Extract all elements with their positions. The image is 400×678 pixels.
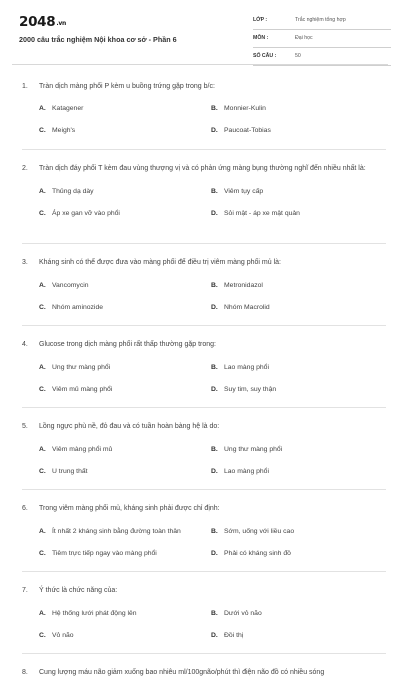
answer-text: Lao màng phổi xyxy=(224,364,269,371)
answer-option-d[interactable] xyxy=(211,384,386,395)
answer-text: Nhóm aminozide xyxy=(52,304,103,311)
answer-option-a[interactable] xyxy=(39,608,211,619)
answer-letter: C. xyxy=(39,386,46,393)
answer-text: Ít nhất 2 kháng sinh bằng đường toàn thân xyxy=(52,528,181,535)
question-prompt: Lồng ngực phù nề, đỏ đau và có tuần hoàn bàng hệ là do: xyxy=(39,423,220,430)
answer-text: Phải có kháng sinh đồ xyxy=(224,550,291,557)
answer-option-b[interactable] xyxy=(211,444,386,455)
question-2 xyxy=(22,161,386,244)
question-number: 6. xyxy=(22,505,28,512)
answer-letter: C. xyxy=(39,632,46,639)
answer-text: Hệ thống lưới phát động lên xyxy=(52,610,137,617)
meta-row-count xyxy=(253,49,391,66)
answer-text: Suy tim, suy thận xyxy=(224,386,277,393)
answer-letter: C. xyxy=(39,210,46,217)
meta-value: 50 xyxy=(295,53,301,59)
answer-text: Metronidazol xyxy=(224,282,263,289)
document-header xyxy=(12,0,388,65)
question-text xyxy=(22,161,386,174)
answer-text: Ung thư màng phổi xyxy=(52,364,111,371)
answer-options xyxy=(39,280,386,313)
question-number: 8. xyxy=(22,669,28,676)
answer-options xyxy=(39,362,386,395)
answer-option-b[interactable] xyxy=(211,103,386,114)
answer-text: Áp xe gan vỡ vào phổi xyxy=(52,210,120,217)
answer-letter: B. xyxy=(211,188,218,195)
answer-letter: B. xyxy=(211,528,218,535)
answer-text: Vỏ não xyxy=(52,632,74,639)
answer-option-a[interactable] xyxy=(39,362,211,373)
question-text xyxy=(22,337,386,350)
answer-text: Lao màng phổi xyxy=(224,468,269,475)
answer-option-c[interactable] xyxy=(39,125,211,136)
answer-letter: C. xyxy=(39,304,46,311)
answer-letter: D. xyxy=(211,550,218,557)
answer-letter: D. xyxy=(211,632,218,639)
question-6 xyxy=(22,501,386,572)
answer-option-c[interactable] xyxy=(39,302,211,313)
answer-text: Sỏi mật - áp xe mật quản xyxy=(224,210,300,217)
answer-option-a[interactable] xyxy=(39,280,211,291)
answer-letter: D. xyxy=(211,386,218,393)
question-text xyxy=(22,583,386,596)
answer-text: Katagener xyxy=(52,105,84,112)
logo-text: 2048 xyxy=(19,14,56,30)
meta-label: MÔN : xyxy=(253,35,269,41)
answer-letter: A. xyxy=(39,282,46,289)
question-prompt: Trong viêm màng phổi mủ, kháng sinh phải được chỉ định: xyxy=(39,505,220,512)
answer-text: Tiêm trực tiếp ngay vào màng phổi xyxy=(52,550,157,557)
answer-options xyxy=(39,444,386,477)
question-number: 1. xyxy=(22,83,28,90)
question-prompt: Ý thức là chức năng của: xyxy=(39,587,118,594)
logo-suffix: .vn xyxy=(56,20,66,27)
answer-letter: D. xyxy=(211,468,218,475)
answer-text: Thủng dạ dày xyxy=(52,188,94,195)
question-4 xyxy=(22,337,386,408)
answer-option-c[interactable] xyxy=(39,466,211,477)
answer-text: Sớm, uống với liều cao xyxy=(224,528,295,535)
answer-letter: C. xyxy=(39,127,46,134)
answer-text: Viêm tụy cấp xyxy=(224,188,264,195)
answer-letter: B. xyxy=(211,446,218,453)
question-number: 7. xyxy=(22,587,28,594)
answer-option-d[interactable] xyxy=(211,466,386,477)
answer-text: Viêm mủ màng phổi xyxy=(52,386,113,393)
meta-label: SỐ CÂU : xyxy=(253,53,277,59)
question-3 xyxy=(22,255,386,326)
answer-option-b[interactable] xyxy=(211,186,386,197)
answer-letter: A. xyxy=(39,105,46,112)
question-text xyxy=(22,255,386,268)
answer-letter: C. xyxy=(39,550,46,557)
answer-option-d[interactable] xyxy=(211,302,386,313)
answer-option-d[interactable] xyxy=(211,208,386,219)
question-number: 3. xyxy=(22,259,28,266)
answer-letter: A. xyxy=(39,188,46,195)
answer-option-b[interactable] xyxy=(211,526,386,537)
answer-option-d[interactable] xyxy=(211,548,386,559)
answer-options xyxy=(39,186,386,219)
answer-letter: A. xyxy=(39,528,46,535)
question-1 xyxy=(22,79,386,150)
answer-letter: B. xyxy=(211,364,218,371)
answer-option-d[interactable] xyxy=(211,125,386,136)
question-prompt: Cung lượng máu não giảm xuống bao nhiêu ml/100gnão/phút thì điện não đồ có nhiều sóng xyxy=(39,669,325,676)
document-meta xyxy=(253,13,391,67)
answer-options xyxy=(39,526,386,559)
answer-letter: A. xyxy=(39,364,46,371)
answer-option-b[interactable] xyxy=(211,362,386,373)
answer-letter: B. xyxy=(211,610,218,617)
question-number: 5. xyxy=(22,423,28,430)
answer-text: Paucoat-Tobias xyxy=(224,127,271,134)
answer-option-a[interactable] xyxy=(39,103,211,114)
question-text xyxy=(22,79,386,92)
answer-option-a[interactable] xyxy=(39,526,211,537)
answer-text: U trung thất xyxy=(52,468,88,475)
answer-letter: C. xyxy=(39,468,46,475)
question-5 xyxy=(22,419,386,490)
meta-label: LỚP : xyxy=(253,17,268,23)
answer-option-c[interactable] xyxy=(39,630,211,641)
question-text xyxy=(22,419,386,432)
answer-text: Ung thư màng phổi xyxy=(224,446,283,453)
question-7 xyxy=(22,583,386,654)
meta-value: Đại học xyxy=(295,35,313,41)
answer-letter: B. xyxy=(211,282,218,289)
answer-letter: A. xyxy=(39,446,46,453)
meta-row-subject xyxy=(253,31,391,48)
question-text xyxy=(22,665,386,678)
answer-option-c[interactable] xyxy=(39,208,211,219)
site-logo[interactable] xyxy=(19,15,66,32)
answer-letter: D. xyxy=(211,127,218,134)
answer-text: Nhóm Macrolid xyxy=(224,304,270,311)
answer-text: Vancomycin xyxy=(52,282,89,289)
question-text xyxy=(22,501,386,514)
answer-text: Đồi thị xyxy=(224,632,244,639)
answer-text: Monnier-Kulin xyxy=(224,105,266,112)
answer-text: Viêm màng phổi mủ xyxy=(52,446,113,453)
answer-letter: B. xyxy=(211,105,218,112)
answer-option-d[interactable] xyxy=(211,630,386,641)
document-title: 2000 câu trắc nghiệm Nội khoa cơ sở - Phần 6 xyxy=(19,35,177,44)
answer-letter: D. xyxy=(211,304,218,311)
question-number: 4. xyxy=(22,341,28,348)
answer-options xyxy=(39,103,386,136)
answer-option-b[interactable] xyxy=(211,608,386,619)
question-number: 2. xyxy=(22,165,28,172)
answer-letter: D. xyxy=(211,210,218,217)
answer-option-b[interactable] xyxy=(211,280,386,291)
question-prompt: Kháng sinh có thể được đưa vào màng phổi để điều trị viêm màng phổi mủ là: xyxy=(39,259,281,266)
question-prompt: Tràn dịch đáy phổi T kèm đau vùng thượng vị và có phản ứng màng bụng thường nghĩ đến nhiều nhất là: xyxy=(39,165,366,172)
meta-row-class xyxy=(253,13,391,30)
answer-option-c[interactable] xyxy=(39,548,211,559)
question-prompt: Glucose trong dịch màng phổi rất thấp thường gặp trong: xyxy=(39,341,216,348)
answer-option-a[interactable] xyxy=(39,186,211,197)
answer-text: Meigh's xyxy=(52,127,76,134)
answer-text: Dưới vỏ não xyxy=(224,610,262,617)
answer-option-c[interactable] xyxy=(39,384,211,395)
meta-value: Trắc nghiệm tổng hợp xyxy=(295,17,346,23)
question-list xyxy=(0,79,400,678)
answer-letter: A. xyxy=(39,610,46,617)
answer-option-a[interactable] xyxy=(39,444,211,455)
question-prompt: Tràn dịch màng phổi P kèm u buồng trứng gặp trong b/c: xyxy=(39,83,215,90)
answer-options xyxy=(39,608,386,641)
question-8 xyxy=(22,665,386,678)
